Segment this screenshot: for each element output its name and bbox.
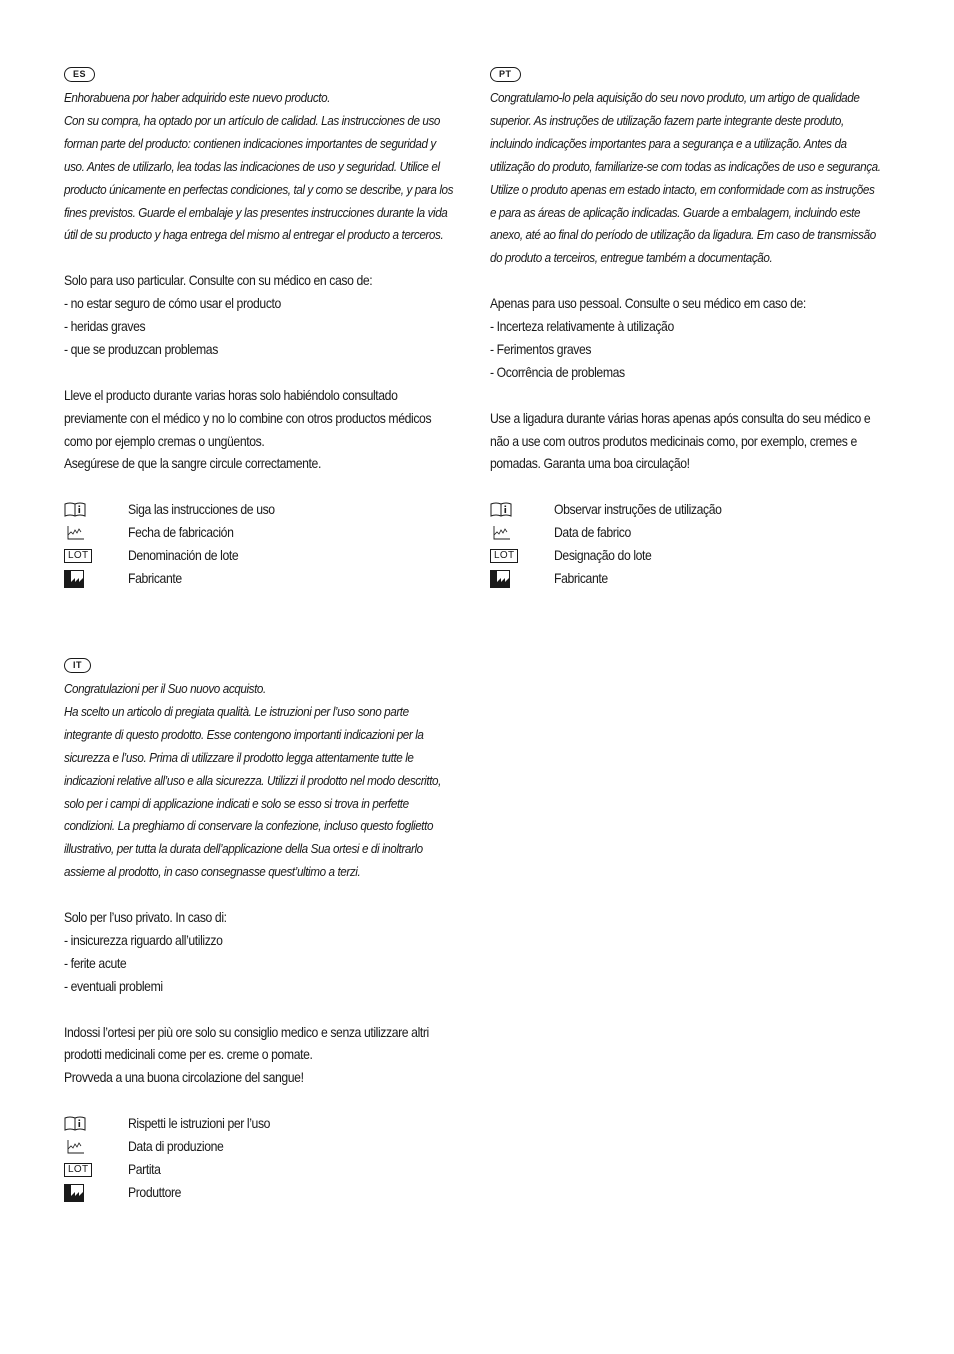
advice-line: Use a ligadura durante várias horas apenas após consulta do seu médico e <box>490 410 871 426</box>
symbol-label-instructions: Observar instruções de utilização <box>554 502 722 518</box>
language-badge: ES <box>64 67 95 82</box>
book-info-icon <box>490 502 512 518</box>
intro-line: útil de su producto y haga entrega del mismo al entregar el producto a terceros. <box>64 228 444 243</box>
intro-line: integrante di questo prodotto. Esse contengono importanti indicazioni per la <box>64 727 424 742</box>
intro-line: illustrativo, per tutta la durata dell’applicazione della Sua ortesi e di inoltrarlo <box>64 842 423 857</box>
intro-line: assieme al prodotto, in caso consegnasse quest’ultimo a terzi. <box>64 865 361 880</box>
language-badge: IT <box>64 658 91 673</box>
manufacturer-icon <box>64 570 86 588</box>
intro-line: indicazioni relative all’uso e alla sicurezza. Utilizzi il prodotto nel modo descritto, <box>64 773 441 788</box>
usage-line: Solo para uso particular. Consulte con su médico en caso de: <box>64 273 373 289</box>
advice-text <box>64 1022 460 1091</box>
intro-line: sicurezza e l’uso. Prima di utilizzare il prodotto legga attentamente tutte le <box>64 750 414 765</box>
section-it <box>64 655 464 1205</box>
advice-line: prodotti medicinali come per es. creme o pomate. <box>64 1047 313 1063</box>
symbol-label-instructions: Rispetti le istruzioni per l’uso <box>128 1116 271 1132</box>
symbol-row-manufacturer <box>64 1182 464 1205</box>
usage-line: Solo per l’uso privato. In caso di: <box>64 910 227 926</box>
symbol-row-lot <box>64 1159 464 1182</box>
intro-line: incluindo indicações importantes para a segurança e a utilização. Antes da <box>490 136 847 151</box>
intro-text <box>64 87 464 247</box>
intro-text <box>490 87 890 270</box>
advice-line: Provveda a una buona circolazione del sangue! <box>64 1070 304 1086</box>
intro-line: Congratulamo-lo pela aquisição do seu novo produto, um artigo de qualidade <box>490 91 860 105</box>
symbol-label-lot: Designação do lote <box>554 548 652 564</box>
usage-line: Apenas para uso pessoal. Consulte o seu médico em caso de: <box>490 296 806 312</box>
symbol-row-manufacturer <box>64 568 464 591</box>
symbol-legend <box>64 499 464 591</box>
intro-line: uso. Antes de utilizarlo, lea todas las indicaciones de uso y seguridad. Utilice el <box>64 159 440 174</box>
intro-line: Enhorabuena por haber adquirido este nuevo producto. <box>64 91 331 105</box>
manufacture-date-icon <box>490 525 512 541</box>
intro-line: producto únicamente en perfectas condiciones, tal y como se describe, y para los <box>64 182 454 197</box>
symbol-label-instructions: Siga las instrucciones de uso <box>128 502 275 518</box>
intro-line: solo per i campi di applicazione indicati e solo se esso si trova in perfette <box>64 796 409 811</box>
advice-line: como por ejemplo cremas o ungüentos. <box>64 433 265 449</box>
intro-line: Ha scelto un articolo di pregiata qualità. Le istruzioni per l’uso sono parte <box>64 704 409 719</box>
advice-line: Indossi l’ortesi per più ore solo su consiglio medico e senza utilizzare altri <box>64 1024 429 1040</box>
book-info-icon <box>64 1116 86 1132</box>
language-badge: PT <box>490 67 521 82</box>
advice-text <box>490 408 886 477</box>
symbol-row-date <box>64 522 464 545</box>
symbol-label-date: Fecha de fabricación <box>128 525 234 541</box>
usage-line: - Ocorrência de problemas <box>490 364 625 380</box>
usage-line: - eventuali problemi <box>64 978 163 994</box>
symbol-label-manufacturer: Fabricante <box>554 570 608 586</box>
symbol-label-date: Data de fabrico <box>554 525 631 541</box>
usage-line: - insicurezza riguardo all’utilizzo <box>64 932 223 948</box>
symbol-row-lot <box>490 545 890 568</box>
symbol-row-lot <box>64 545 464 568</box>
usage-line: - que se produzcan problemas <box>64 341 218 357</box>
symbol-row-date <box>64 1136 464 1159</box>
usage-list <box>490 293 886 385</box>
symbol-legend <box>490 499 890 591</box>
advice-line: Asegúrese de que la sangre circule correctamente. <box>64 456 321 472</box>
intro-line: Con su compra, ha optado por un artículo de calidad. Las instrucciones de uso <box>64 113 441 128</box>
intro-line: Congratulazioni per il Suo nuovo acquisto. <box>64 682 266 696</box>
manufacturer-icon <box>490 570 512 588</box>
usage-line: - heridas graves <box>64 319 146 335</box>
usage-line: - ferite acute <box>64 955 127 971</box>
lot-icon: LOT <box>64 1163 92 1177</box>
advice-line: previamente con el médico y no lo combine con otros productos médicos <box>64 410 432 426</box>
symbol-label-manufacturer: Fabricante <box>128 570 182 586</box>
manufacturer-icon <box>64 1184 86 1202</box>
intro-line: fines previstos. Guarde el embalaje y las presentes instrucciones durante la vida <box>64 205 448 220</box>
intro-text <box>64 678 464 884</box>
manufacture-date-icon <box>64 525 86 541</box>
intro-line: forman parte del producto: contienen indicaciones importantes de seguridad y <box>64 136 436 151</box>
usage-list <box>64 907 460 999</box>
usage-line: - Incerteza relativamente à utilização <box>490 319 674 335</box>
symbol-label-manufacturer: Produttore <box>128 1184 182 1200</box>
symbol-row-manufacturer <box>490 568 890 591</box>
advice-line: não a use com outros produtos medicinais como, por exemplo, cremes e <box>490 433 857 449</box>
symbol-label-lot: Partita <box>128 1161 161 1177</box>
section-pt <box>490 64 890 591</box>
usage-line: - no estar seguro de cómo usar el producto <box>64 296 281 312</box>
lot-icon: LOT <box>490 549 518 563</box>
section-es <box>64 64 464 591</box>
advice-line: Lleve el producto durante varias horas solo habiéndolo consultado <box>64 387 398 403</box>
advice-text <box>64 385 460 477</box>
symbol-label-lot: Denominación de lote <box>128 548 239 564</box>
book-info-icon <box>64 502 86 518</box>
intro-line: anexo, até ao final do período de utilização da ligadura. Em caso de transmissão <box>490 228 876 243</box>
usage-line: - Ferimentos graves <box>490 341 592 357</box>
lot-icon: LOT <box>64 549 92 563</box>
intro-line: condizioni. La preghiamo di conservare la confezione, incluso questo foglietto <box>64 819 434 834</box>
intro-line: e para as áreas de aplicação indicadas. Guarde a embalagem, incluindo este <box>490 205 861 220</box>
symbol-row-date <box>490 522 890 545</box>
usage-list <box>64 270 460 362</box>
intro-line: Utilize o produto apenas em estado intacto, em conformidade com as instruções <box>490 182 875 197</box>
intro-line: utilização do produto, familiarize-se com todas as indicações de uso e segurança. <box>490 159 881 174</box>
intro-line: do produto a terceiros, entregue também a documentação. <box>490 251 773 266</box>
advice-line: pomadas. Garanta uma boa circulação! <box>490 456 690 472</box>
manufacture-date-icon <box>64 1139 86 1155</box>
symbol-legend <box>64 1113 464 1205</box>
symbol-label-date: Data di produzione <box>128 1139 224 1155</box>
intro-line: superior. As instruções de utilização fazem parte integrante deste produto, <box>490 113 844 128</box>
